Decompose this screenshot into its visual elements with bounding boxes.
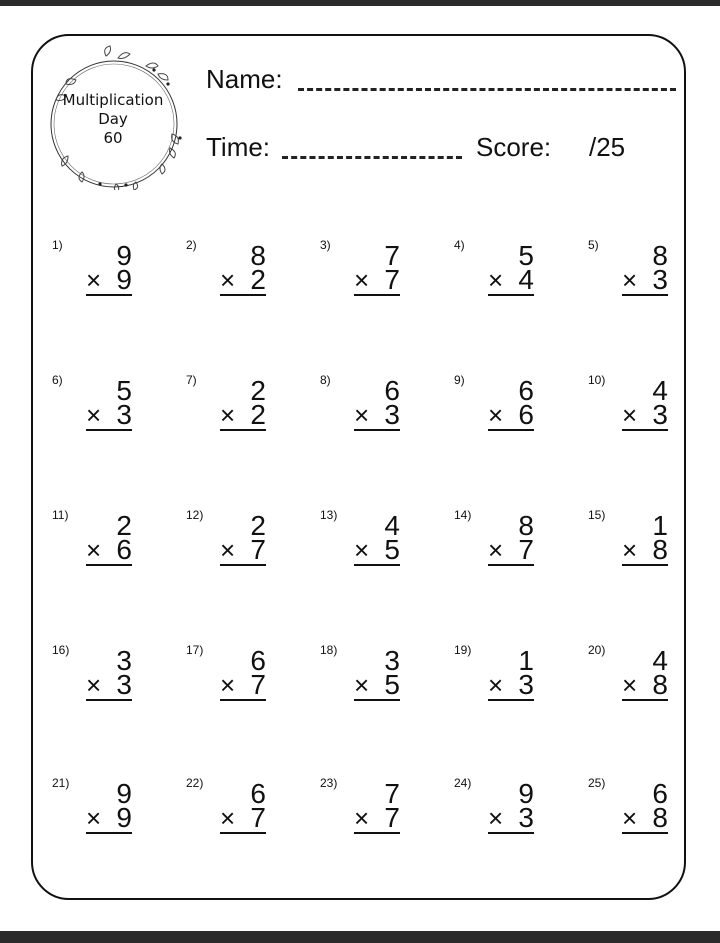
multiplicand: 1 [518, 645, 534, 676]
problem-number: 23) [320, 776, 338, 790]
multiplicand: 8 [652, 240, 668, 271]
multiplier-row [220, 266, 266, 296]
problem-1 [52, 238, 132, 348]
badge-line-day: Day [98, 110, 128, 128]
multiplicand: 2 [116, 510, 132, 541]
problem-number: 9) [454, 373, 465, 387]
problem-number: 3) [320, 238, 331, 252]
problem-19 [454, 643, 534, 753]
problem-10 [588, 373, 668, 483]
multiplier-row [622, 671, 668, 701]
multiplier: 8 [652, 802, 668, 833]
problem-number: 22) [186, 776, 204, 790]
problem-21 [52, 776, 132, 886]
multiplier-row [220, 401, 266, 431]
multiplier-row [220, 536, 266, 566]
multiplier-row [86, 671, 132, 701]
multiplier: 7 [518, 534, 534, 565]
multiplier: 3 [652, 264, 668, 295]
multiplier-row [622, 266, 668, 296]
multiplier: 7 [250, 669, 266, 700]
problem-11 [52, 508, 132, 618]
problem-number: 7) [186, 373, 197, 387]
time-label: Time: [206, 132, 271, 162]
multiplicand: 4 [652, 375, 668, 406]
problem-12 [186, 508, 266, 618]
problem-25 [588, 776, 668, 886]
times-sign: × [622, 535, 638, 565]
multiplier: 7 [250, 802, 266, 833]
multiplier-row [220, 671, 266, 701]
multiplier-row [488, 536, 534, 566]
times-sign: × [622, 803, 638, 833]
problem-4 [454, 238, 534, 348]
times-sign: × [354, 535, 370, 565]
multiplier-row [622, 536, 668, 566]
multiplicand: 3 [384, 645, 400, 676]
multiplier-row [86, 266, 132, 296]
problem-8 [320, 373, 400, 483]
multiplier-row [622, 804, 668, 834]
multiplier: 5 [384, 534, 400, 565]
multiplier: 3 [652, 399, 668, 430]
times-sign: × [488, 400, 504, 430]
problem-6 [52, 373, 132, 483]
problem-number: 10) [588, 373, 606, 387]
multiplicand: 5 [116, 375, 132, 406]
multiplicand: 9 [116, 778, 132, 809]
multiplier-row [86, 401, 132, 431]
problem-23 [320, 776, 400, 886]
problem-5 [588, 238, 668, 348]
times-sign: × [220, 803, 236, 833]
problem-number: 19) [454, 643, 472, 657]
bottom-border-bar [0, 931, 720, 943]
problem-16 [52, 643, 132, 753]
badge-line-number: 60 [103, 129, 123, 147]
problem-13 [320, 508, 400, 618]
times-sign: × [488, 535, 504, 565]
multiplicand: 6 [518, 375, 534, 406]
multiplicand: 5 [518, 240, 534, 271]
problem-number: 5) [588, 238, 599, 252]
problem-number: 21) [52, 776, 70, 790]
multiplicand: 1 [652, 510, 668, 541]
multiplier-row [622, 401, 668, 431]
problem-20 [588, 643, 668, 753]
problem-number: 8) [320, 373, 331, 387]
problem-7 [186, 373, 266, 483]
multiplier-row [354, 671, 400, 701]
problem-number: 4) [454, 238, 465, 252]
multiplier-row [488, 401, 534, 431]
multiplicand: 8 [250, 240, 266, 271]
problem-number: 18) [320, 643, 338, 657]
problem-18 [320, 643, 400, 753]
times-sign: × [220, 265, 236, 295]
problem-number: 24) [454, 776, 472, 790]
problem-15 [588, 508, 668, 618]
multiplier: 2 [250, 399, 266, 430]
multiplier: 3 [116, 399, 132, 430]
name-label: Name: [206, 64, 283, 94]
problem-number: 1) [52, 238, 63, 252]
problem-number: 17) [186, 643, 204, 657]
multiplier: 3 [518, 669, 534, 700]
problem-22 [186, 776, 266, 886]
multiplier-row [86, 536, 132, 566]
problem-3 [320, 238, 400, 348]
problem-2 [186, 238, 266, 348]
multiplier: 7 [250, 534, 266, 565]
times-sign: × [354, 265, 370, 295]
multiplicand: 7 [384, 778, 400, 809]
multiplicand: 9 [518, 778, 534, 809]
multiplier-row [488, 266, 534, 296]
times-sign: × [86, 670, 102, 700]
multiplicand: 2 [250, 375, 266, 406]
times-sign: × [354, 670, 370, 700]
multiplicand: 6 [250, 645, 266, 676]
multiplier: 3 [116, 669, 132, 700]
times-sign: × [354, 803, 370, 833]
multiplicand: 2 [250, 510, 266, 541]
multiplicand: 8 [518, 510, 534, 541]
times-sign: × [488, 670, 504, 700]
multiplier: 4 [518, 264, 534, 295]
multiplicand: 6 [250, 778, 266, 809]
multiplier-row [220, 804, 266, 834]
problem-number: 6) [52, 373, 63, 387]
badge-line-multiplication: Multiplication [62, 91, 164, 109]
multiplier: 3 [518, 802, 534, 833]
multiplicand: 4 [652, 645, 668, 676]
multiplier: 7 [384, 264, 400, 295]
multiplier-row [86, 804, 132, 834]
times-sign: × [622, 670, 638, 700]
problem-number: 14) [454, 508, 472, 522]
problem-24 [454, 776, 534, 886]
multiplier: 6 [116, 534, 132, 565]
times-sign: × [220, 535, 236, 565]
problem-number: 15) [588, 508, 606, 522]
times-sign: × [86, 803, 102, 833]
times-sign: × [220, 670, 236, 700]
multiplicand: 4 [384, 510, 400, 541]
problem-17 [186, 643, 266, 753]
multiplier-row [488, 671, 534, 701]
multiplier-row [354, 401, 400, 431]
problem-number: 13) [320, 508, 338, 522]
times-sign: × [354, 400, 370, 430]
score-total: /25 [589, 132, 626, 162]
problem-14 [454, 508, 534, 618]
multiplier: 8 [652, 534, 668, 565]
multiplicand: 9 [116, 240, 132, 271]
problem-number: 11) [52, 508, 69, 522]
problem-number: 12) [186, 508, 204, 522]
multiplier: 3 [384, 399, 400, 430]
multiplier-row [354, 804, 400, 834]
multiplier: 6 [518, 399, 534, 430]
problem-number: 16) [52, 643, 70, 657]
problem-number: 25) [588, 776, 606, 790]
multiplicand: 6 [384, 375, 400, 406]
times-sign: × [86, 400, 102, 430]
multiplier-row [488, 804, 534, 834]
multiplicand: 3 [116, 645, 132, 676]
multiplier: 9 [116, 802, 132, 833]
multiplier: 5 [384, 669, 400, 700]
multiplier: 2 [250, 264, 266, 295]
score-label: Score: [476, 132, 552, 162]
multiplier: 9 [116, 264, 132, 295]
times-sign: × [86, 265, 102, 295]
problem-number: 20) [588, 643, 606, 657]
multiplicand: 6 [652, 778, 668, 809]
problem-number: 2) [186, 238, 197, 252]
multiplicand: 7 [384, 240, 400, 271]
multiplier-row [354, 536, 400, 566]
times-sign: × [622, 400, 638, 430]
multiplier: 7 [384, 802, 400, 833]
times-sign: × [220, 400, 236, 430]
problem-9 [454, 373, 534, 483]
times-sign: × [488, 803, 504, 833]
times-sign: × [488, 265, 504, 295]
multiplier-row [354, 266, 400, 296]
times-sign: × [86, 535, 102, 565]
times-sign: × [622, 265, 638, 295]
multiplier: 8 [652, 669, 668, 700]
